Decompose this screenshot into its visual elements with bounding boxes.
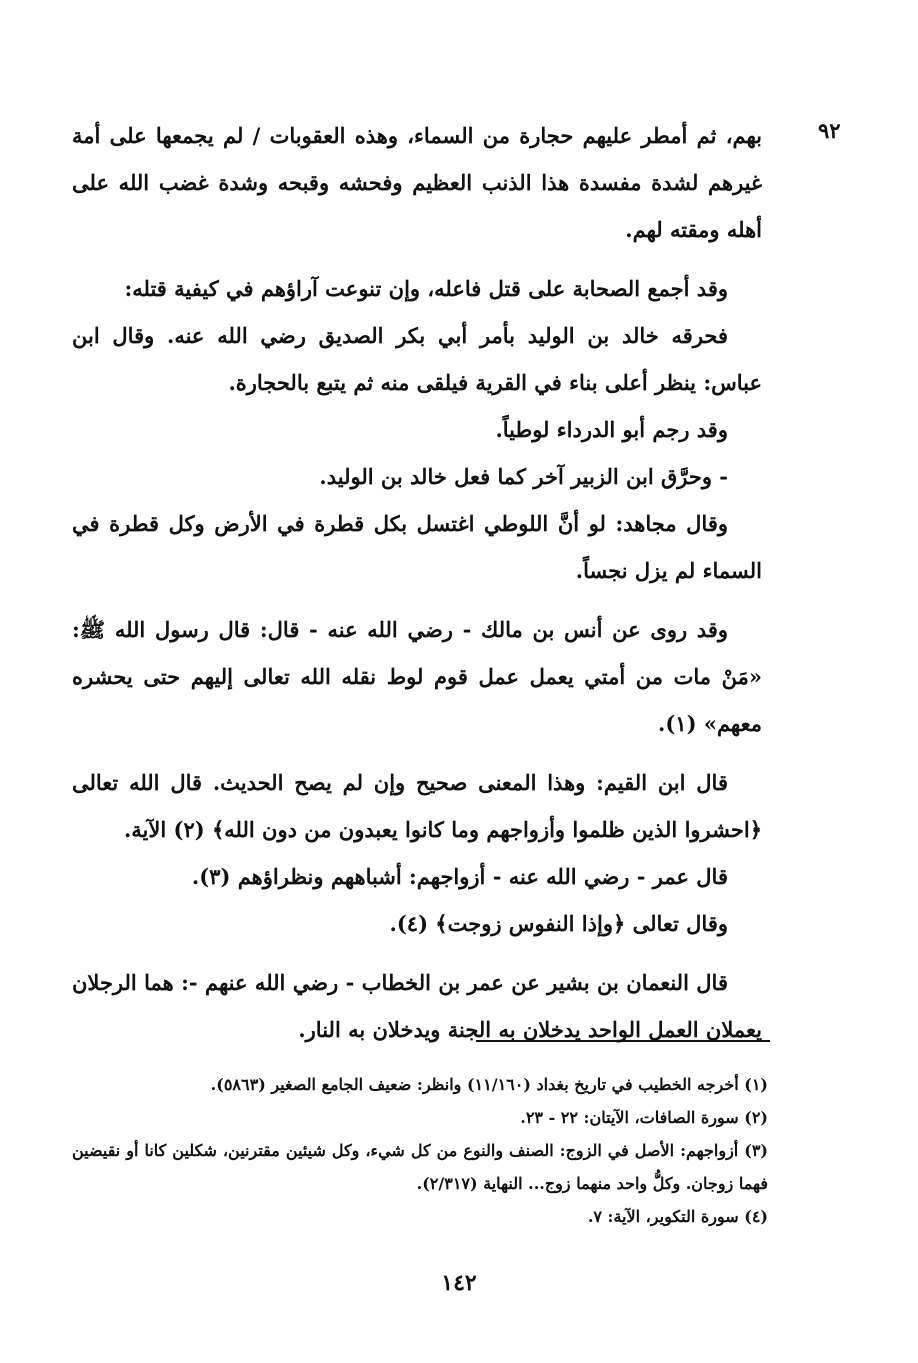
- footnotes: [72, 1068, 768, 1233]
- main-text: [72, 112, 762, 1053]
- paragraph: فحرقه خالد بن الوليد بأمر أبي بكر الصديق رضي الله عنه. وقال ابن عباس: ينظر أعلى بناء في القرية فيلقى منه ثم يتبع بالحجارة.: [72, 323, 762, 395]
- paragraph: وقد أجمع الصحابة على قتل فاعله، وإن تنوعت آراؤهم في كيفية قتله:: [124, 276, 728, 301]
- footnote: (٢) سورة الصافات، الآيتان: ٢٢ - ٢٣.: [520, 1108, 768, 1127]
- paragraph: بهم، ثم أمطر عليهم حجارة من السماء، وهذه العقوبات / لم يجمعها على أمة غيرهم لشدة مفسدة هذا الذنب العظيم وفحشه وقبحه وشدة غضب الله على أهله ومقته لهم.: [72, 123, 762, 242]
- margin-page-reference: ٩٢: [818, 118, 841, 143]
- page-number: ١٤٢: [441, 1270, 477, 1296]
- paragraph: وقال مجاهد: لو أنَّ اللوطي اغتسل بكل قطرة في الأرض وكل قطرة في السماء لم يزل نجساً.: [72, 511, 762, 583]
- paragraph: - وحرَّق ابن الزبير آخر كما فعل خالد بن الوليد.: [319, 464, 728, 489]
- paragraph: وقد رجم أبو الدرداء لوطياً.: [495, 417, 728, 442]
- footnote-divider: [476, 1040, 770, 1042]
- footnote: (١) أخرجه الخطيب في تاريخ بغداد (١١/١٦٠) وانظر: ضعيف الجامع الصغير (٥٨٦٣).: [210, 1075, 768, 1094]
- paragraph: قال ابن القيم: وهذا المعنى صحيح وإن لم يصح الحديث. قال الله تعالى ﴿احشروا الذين ظلموا وأزواجهم وما كانوا يعبدون من دون الله﴾ (٢) الآية.: [72, 770, 762, 842]
- paragraph: وقد روى عن أنس بن مالك - رضي الله عنه - قال: قال رسول الله ﷺ: «مَنْ مات من أمتي يعمل عمل قوم لوط نقله الله تعالى إليهم حتى يحشره معهم» (١).: [72, 617, 762, 736]
- footnote: (٤) سورة التكوير، الآية: ٧.: [587, 1207, 768, 1226]
- footnote: (٣) أزواجهم: الأصل في الزوج: الصنف والنوع من كل شيء، وكل شيئين مقترنين، شكلين كانا أو نقيضين فهما زوجان. وكلُّ واحد منهما زوج... النهاية (٢/٣١٧).: [72, 1141, 768, 1193]
- paragraph: قال عمر - رضي الله عنه - أزواجهم: أشباههم ونظراؤهم (٣).: [191, 864, 728, 889]
- paragraph: قال النعمان بن بشير عن عمر بن الخطاب - رضي الله عنهم -: هما الرجلان يعملان العمل الواحد يدخلان به الجنة ويدخلان به النار.: [72, 970, 762, 1042]
- paragraph: وقال تعالى ﴿وإذا النفوس زوجت﴾ (٤).: [389, 911, 728, 936]
